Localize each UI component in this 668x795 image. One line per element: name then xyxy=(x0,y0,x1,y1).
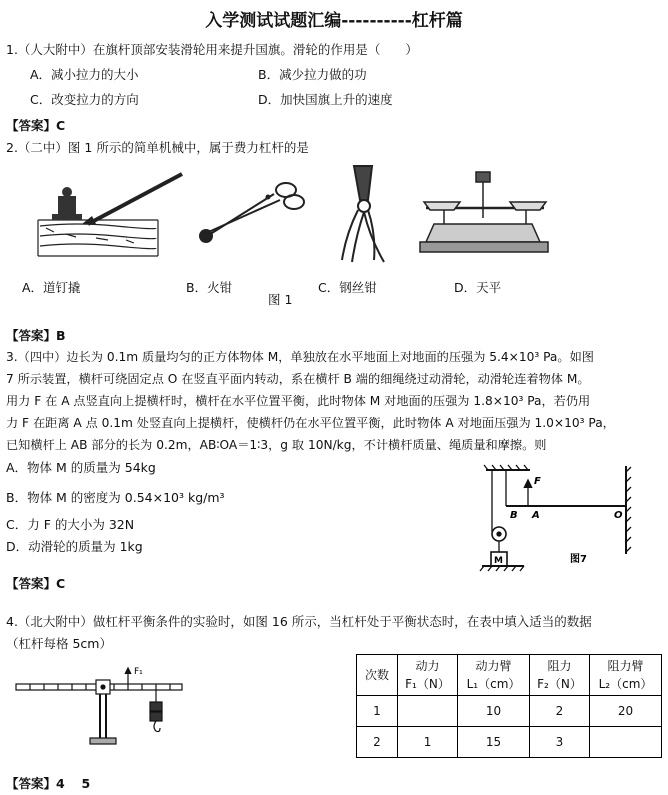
q2-stem: 2.（二中）图 1 所示的简单机械中，属于费力杠杆的是 xyxy=(6,140,309,155)
fire-tongs-figure xyxy=(190,174,308,250)
table-cell: 2 xyxy=(357,727,398,758)
table-cell: 1 xyxy=(357,696,398,727)
figure-7-lever-pulley xyxy=(478,462,648,578)
q1-answer: 【答案】C xyxy=(6,118,66,133)
q3-option-a: A．物体 M 的质量为 54kg xyxy=(6,460,156,475)
q2-figure-caption: 图 1 xyxy=(268,292,293,307)
figure-7-label-b: B xyxy=(510,510,518,521)
header-effort-arm: 动力臂 L₁（cm） xyxy=(458,655,530,696)
table-cell xyxy=(398,696,458,727)
table-header-row xyxy=(357,655,662,696)
q2-option-b: B．火钳 xyxy=(186,280,233,295)
q1-stem: 1.（人大附中）在旗杆顶部安装滑轮用来提升国旗。滑轮的作用是（ ） xyxy=(6,42,418,57)
q4-answer: 【答案】4 5 xyxy=(6,776,91,791)
q1-option-b: B．减少拉力做的功 xyxy=(258,67,367,82)
q3-option-c: C．力 F 的大小为 32N xyxy=(6,517,135,532)
q4-line-1: 4.（北大附中）做杠杆平衡条件的实验时，如图 16 所示，当杠杆处于平衡状态时，在表中填入适当的数据 xyxy=(6,614,592,629)
header-load-arm: 阻力臂 L₂（cm） xyxy=(590,655,662,696)
q2-answer: 【答案】B xyxy=(6,328,66,343)
figure-7-caption: 图7 xyxy=(570,554,587,565)
table-cell: 2 xyxy=(529,696,589,727)
q2-option-c: C．钢丝钳 xyxy=(318,280,377,295)
q1-option-c: C．改变拉力的方向 xyxy=(30,92,139,107)
figure-7-label-a: A xyxy=(532,510,540,521)
header-trial: 次数 xyxy=(357,655,398,696)
table-cell: 15 xyxy=(458,727,530,758)
q3-line-2: 7 所示装置，横杆可绕固定点 O 在竖直平面内转动，系在横杆 B 端的细绳绕过动滑轮，动滑轮连着物体 M。 xyxy=(6,372,590,386)
q3-line-4: 力 F 在距离 A 点 0.1m 处竖直向上提横杆，使横杆仍在水平位置平衡，此时物体 A 对地面压强为 1.0×10³ Pa， xyxy=(6,416,615,430)
header-load: 阻力 F₂（N） xyxy=(529,655,589,696)
table-cell xyxy=(590,727,662,758)
q3-line-3: 用力 F 在 A 点竖直向上提横杆时，横杆在水平位置平衡，此时物体 M 对地面的压强为 1.8×10³ Pa，若仍用 xyxy=(6,394,591,408)
table-row xyxy=(357,696,662,727)
table-cell: 1 xyxy=(398,727,458,758)
page-title: 入学测试试题汇编----------杠杆篇 xyxy=(205,11,463,31)
figure-7-label-o: O xyxy=(614,510,623,521)
figure-16-lever-balance xyxy=(6,664,186,760)
q2-option-d: D．天平 xyxy=(454,280,502,295)
q4-line-2: （杠杆每格 5cm） xyxy=(6,636,112,651)
table-cell: 10 xyxy=(458,696,530,727)
figure-7-label-m: M xyxy=(494,556,503,566)
q3-line-5: 已知横杆上 AB 部分的长为 0.2m，AB∶OA＝1∶3，g 取 10N/kg，不计横杆质量、绳质量和摩擦。则 xyxy=(6,438,547,452)
q3-option-b: B．物体 M 的密度为 0.54×10³ kg/m³ xyxy=(6,490,225,505)
figure-7-label-f: F xyxy=(534,476,541,487)
q1-option-d: D．加快国旗上升的速度 xyxy=(258,92,393,107)
table-row xyxy=(357,727,662,758)
header-effort: 动力 F₁（N） xyxy=(398,655,458,696)
balance-figure xyxy=(414,168,558,260)
table-cell: 20 xyxy=(590,696,662,727)
q3-option-d: D．动滑轮的质量为 1kg xyxy=(6,539,143,554)
crowbar-figure xyxy=(36,168,186,263)
q2-option-a: A．道钉撬 xyxy=(22,280,81,295)
q3-answer: 【答案】C xyxy=(6,576,66,591)
figure-16-label-f1: F₁ xyxy=(134,667,143,677)
q3-line-1: 3.（四中）边长为 0.1m 质量均匀的正方体物体 M，单独放在水平地面上对地面的压强为 5.4×10³ Pa。如图 xyxy=(6,350,594,364)
table-cell: 3 xyxy=(529,727,589,758)
wire-pliers-figure xyxy=(332,160,394,268)
lever-data-table xyxy=(356,654,662,758)
q1-option-a: A．减小拉力的大小 xyxy=(30,67,139,82)
